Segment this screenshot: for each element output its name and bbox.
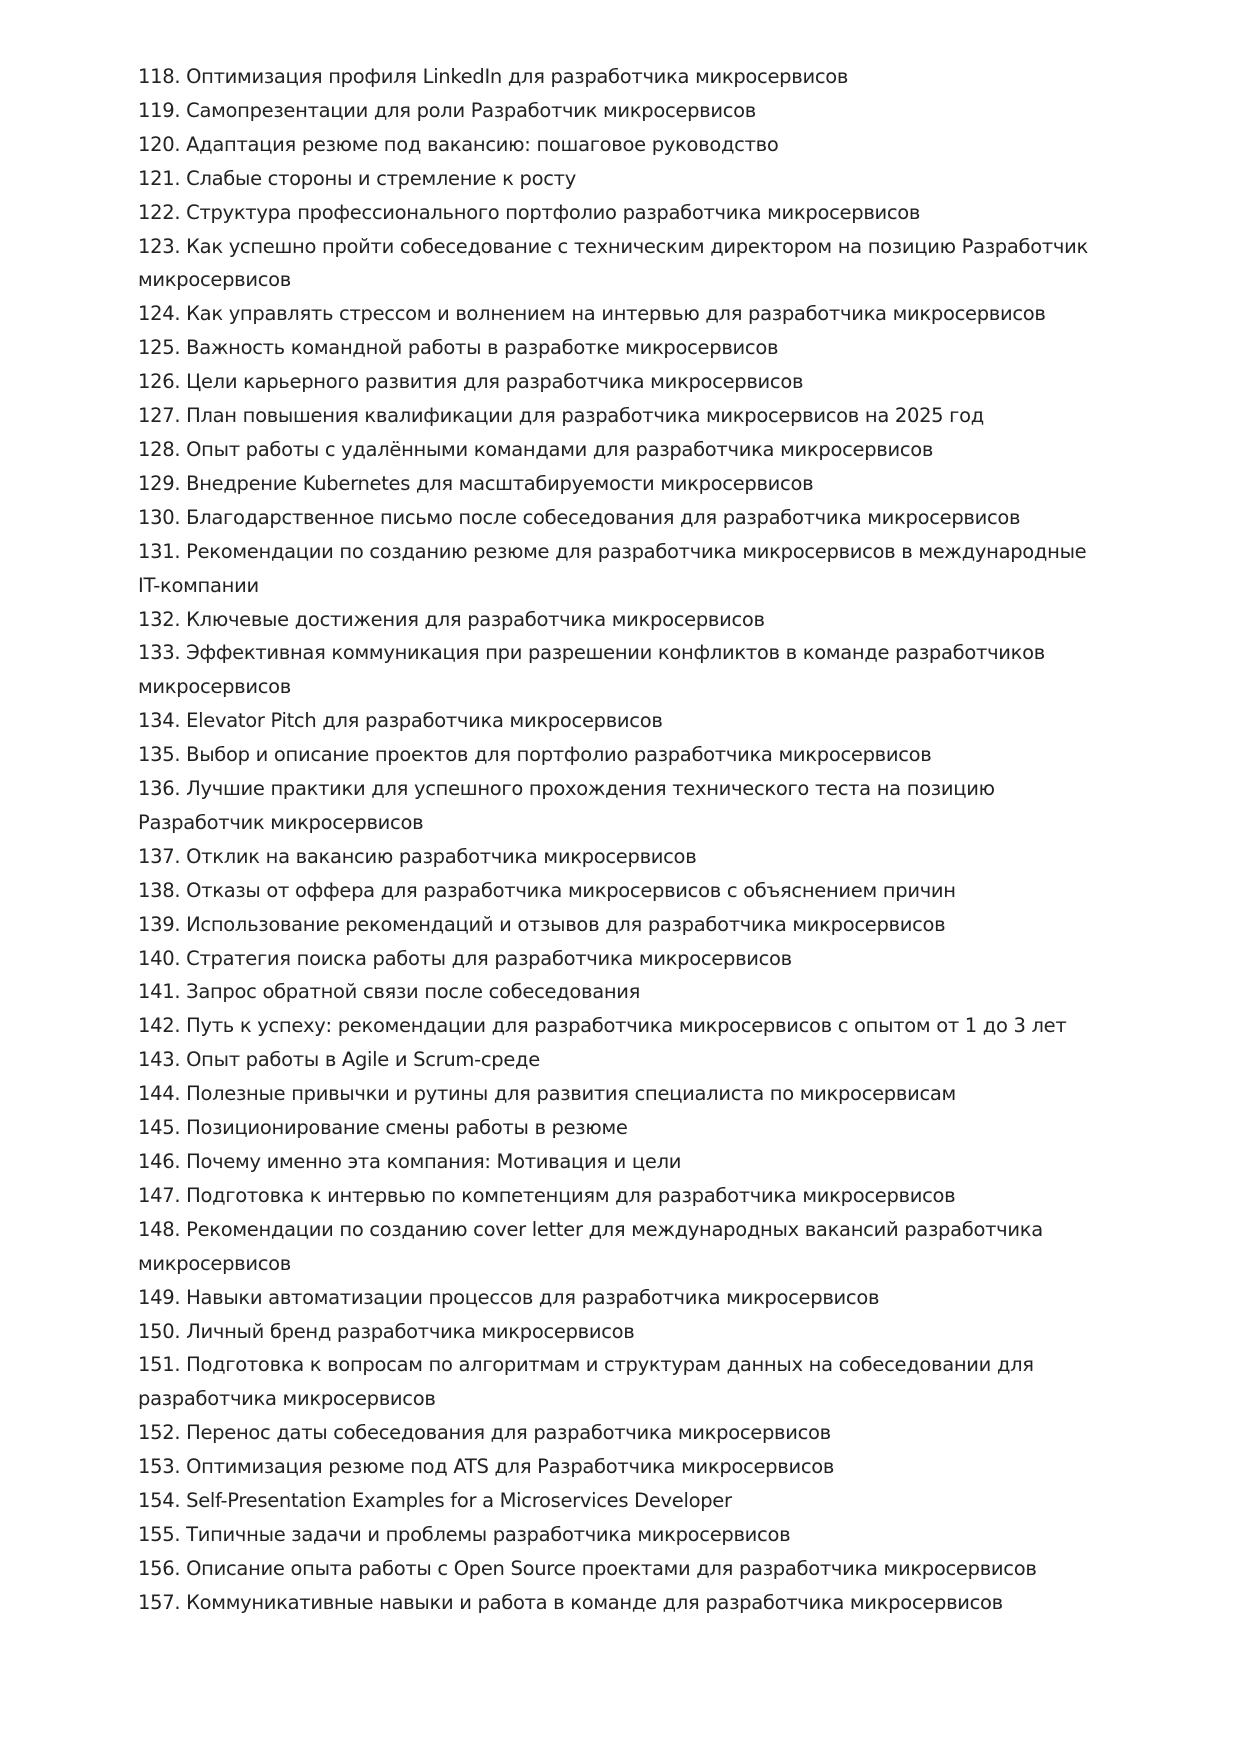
item-number: 130. [138, 505, 181, 529]
item-text: Типичные задачи и проблемы разработчика микросервисов [186, 1522, 791, 1546]
item-text: Отклик на вакансию разработчика микросервисов [186, 844, 697, 868]
item-text: Подготовка к вопросам по алгоритмам и структурам данных на собеседовании для разработчика микросервисов [138, 1353, 1034, 1411]
list-item [138, 1348, 1108, 1416]
item-number: 147. [138, 1183, 181, 1207]
item-text: Эффективная коммуникация при разрешении конфликтов в команде разработчиков микросервисов [138, 641, 1045, 699]
list-item [138, 128, 1108, 162]
item-number: 122. [138, 200, 181, 224]
item-text: Структура профессионального портфолио разработчика микросервисов [186, 200, 921, 224]
item-text: Почему именно эта компания: Мотивация и цели [186, 1150, 682, 1173]
item-number: 126. [138, 370, 181, 394]
item-number: 121. [138, 166, 181, 190]
item-number: 138. [138, 878, 181, 902]
item-number: 151. [138, 1353, 181, 1377]
list-item [138, 603, 1108, 637]
list-item [138, 772, 1108, 840]
list-item [138, 60, 1108, 94]
item-number: 146. [138, 1150, 181, 1173]
list-item [138, 1518, 1108, 1552]
list-item [138, 840, 1108, 874]
item-number: 144. [138, 1082, 181, 1106]
item-text: Оптимизация резюме под ATS для Разработчика микросервисов [186, 1455, 835, 1479]
item-number: 133. [138, 641, 181, 665]
list-item [138, 365, 1108, 399]
list-item [138, 738, 1108, 772]
item-text: Позиционирование смены работы в резюме [186, 1116, 628, 1140]
item-number: 143. [138, 1048, 181, 1072]
item-text: План повышения квалификации для разработчика микросервисов на 2025 год [186, 404, 984, 428]
item-text: Elevator Pitch для разработчика микросервисов [186, 709, 663, 733]
item-number: 127. [138, 404, 181, 428]
list-item [138, 1315, 1108, 1349]
list-item [138, 162, 1108, 196]
item-text: Рекомендации по созданию резюме для разработчика микросервисов в международные IT-компании [138, 539, 1087, 597]
item-number: 125. [138, 336, 181, 360]
list-item [138, 1179, 1108, 1213]
item-text: Полезные привычки и рутины для развития специалиста по микросервисам [186, 1082, 956, 1106]
list-item [138, 1077, 1108, 1111]
item-number: 134. [138, 709, 181, 733]
item-number: 141. [138, 980, 181, 1004]
item-number: 153. [138, 1455, 181, 1479]
item-number: 140. [138, 946, 181, 970]
item-number: 137. [138, 844, 181, 868]
item-text: Путь к успеху: рекомендации для разработчика микросервисов с опытом от 1 до 3 лет [186, 1014, 1067, 1038]
list-item [138, 1450, 1108, 1484]
item-text: Важность командной работы в разработке микросервисов [186, 336, 779, 360]
item-number: 145. [138, 1116, 181, 1140]
item-text: Стратегия поиска работы для разработчика микросервисов [186, 946, 792, 970]
item-text: Опыт работы в Agile и Scrum-среде [186, 1048, 540, 1072]
item-number: 152. [138, 1421, 181, 1445]
item-number: 154. [138, 1489, 181, 1513]
item-text: Как успешно пройти собеседование с техническим директором на позицию Разработчик микросервисов [138, 234, 1088, 292]
item-number: 142. [138, 1014, 181, 1038]
list-item [138, 1213, 1108, 1281]
list-item [138, 1111, 1108, 1145]
item-text: Слабые стороны и стремление к росту [186, 166, 576, 190]
item-text: Self-Presentation Examples for a Microservices Developer [186, 1489, 732, 1513]
item-text: Коммуникативные навыки и работа в команде для разработчика микросервисов [186, 1590, 1003, 1614]
item-number: 148. [138, 1217, 181, 1241]
item-number: 157. [138, 1590, 181, 1614]
item-text: Перенос даты собеседования для разработчика микросервисов [186, 1421, 831, 1445]
item-number: 149. [138, 1285, 181, 1309]
document-page [138, 60, 1108, 1620]
item-number: 136. [138, 777, 181, 801]
item-number: 155. [138, 1522, 181, 1546]
list-item [138, 297, 1108, 331]
item-number: 123. [138, 234, 181, 258]
item-text: Цели карьерного развития для разработчика микросервисов [186, 370, 804, 394]
list-item [138, 874, 1108, 908]
item-number: 132. [138, 607, 181, 631]
topic-list [138, 60, 1108, 1620]
list-item [138, 1009, 1108, 1043]
item-text: Благодарственное письмо после собеседования для разработчика микросервисов [186, 505, 1021, 529]
item-number: 131. [138, 539, 181, 563]
item-text: Использование рекомендаций и отзывов для разработчика микросервисов [186, 912, 946, 936]
item-number: 135. [138, 743, 181, 767]
list-item [138, 704, 1108, 738]
item-number: 124. [138, 302, 181, 326]
item-text: Подготовка к интервью по компетенциям для разработчика микросервисов [186, 1183, 956, 1207]
item-text: Выбор и описание проектов для портфолио разработчика микросервисов [186, 743, 932, 767]
list-item [138, 94, 1108, 128]
item-text: Оптимизация профиля LinkedIn для разработчика микросервисов [186, 65, 849, 88]
list-item [138, 230, 1108, 298]
item-text: Отказы от оффера для разработчика микросервисов с объяснением причин [186, 878, 956, 902]
item-number: 120. [138, 132, 181, 156]
list-item [138, 196, 1108, 230]
item-text: Лучшие практики для успешного прохождения технического теста на позицию Разработчик микросервисов [138, 777, 995, 834]
item-number: 139. [138, 912, 181, 936]
list-item [138, 501, 1108, 535]
item-number: 129. [138, 471, 181, 495]
item-text: Внедрение Kubernetes для масштабируемости микросервисов [186, 471, 814, 495]
list-item [138, 399, 1108, 433]
item-number: 119. [138, 98, 181, 122]
list-item [138, 1145, 1108, 1179]
item-text: Запрос обратной связи после собеседования [186, 980, 641, 1004]
item-text: Опыт работы с удалёнными командами для разработчика микросервисов [186, 437, 934, 461]
item-number: 156. [138, 1556, 181, 1580]
item-text: Ключевые достижения для разработчика микросервисов [186, 607, 765, 631]
list-item [138, 1484, 1108, 1518]
list-item [138, 467, 1108, 501]
item-text: Самопрезентации для роли Разработчик микросервисов [186, 98, 756, 122]
item-text: Как управлять стрессом и волнением на интервью для разработчика микросервисов [186, 302, 1046, 326]
list-item [138, 975, 1108, 1009]
item-number: 150. [138, 1319, 181, 1343]
item-text: Навыки автоматизации процессов для разработчика микросервисов [186, 1285, 880, 1309]
item-text: Личный бренд разработчика микросервисов [186, 1319, 635, 1343]
item-number: 128. [138, 437, 181, 461]
item-text: Адаптация резюме под вакансию: пошаговое руководство [186, 132, 779, 156]
list-item [138, 1281, 1108, 1315]
list-item [138, 433, 1108, 467]
list-item [138, 535, 1108, 603]
item-number: 118. [138, 65, 181, 88]
item-text: Описание опыта работы с Open Source проектами для разработчика микросервисов [186, 1556, 1037, 1580]
list-item [138, 1586, 1108, 1620]
list-item [138, 942, 1108, 976]
list-item [138, 1416, 1108, 1450]
item-text: Рекомендации по созданию cover letter для международных вакансий разработчика микросервисов [138, 1217, 1043, 1275]
list-item [138, 908, 1108, 942]
list-item [138, 636, 1108, 704]
list-item [138, 1043, 1108, 1077]
list-item [138, 331, 1108, 365]
list-item [138, 1552, 1108, 1586]
